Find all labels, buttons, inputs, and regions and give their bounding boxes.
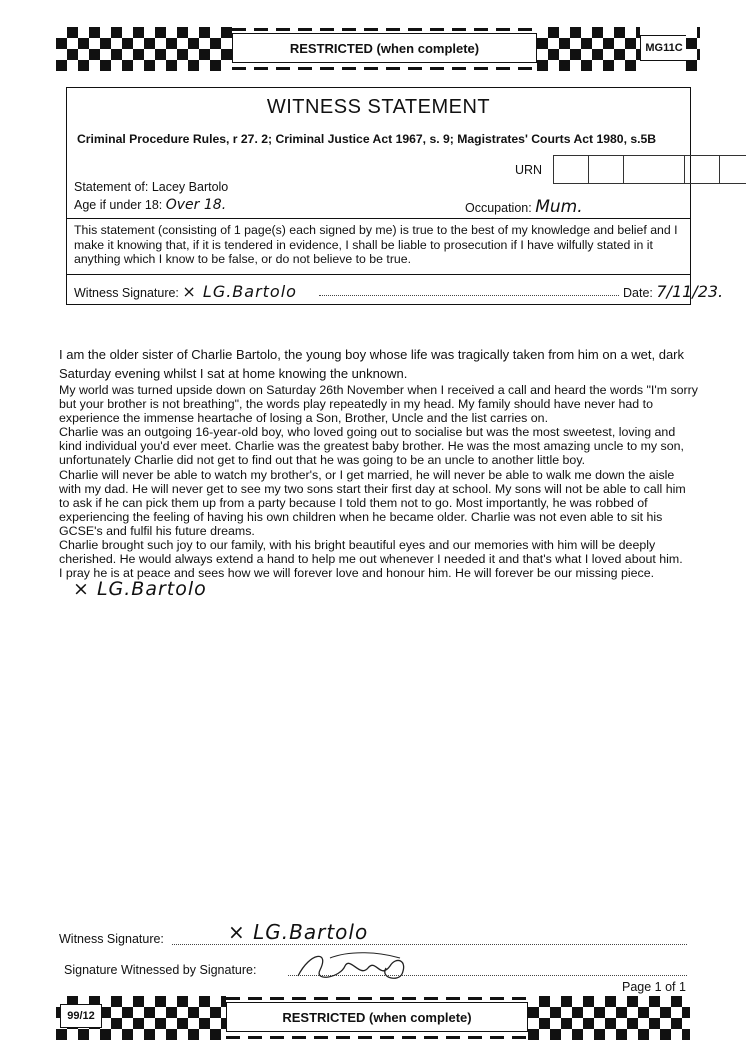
statement-signature: × LG.Bartolo [73, 578, 207, 601]
statement-paragraph: Charlie brought such joy to our family, with his bright beautiful eyes and our memories with him will be deeply cherished. He would always extend a hand to help me out whenever I needed it and that's what I loved about him. [59, 538, 683, 567]
footer-witness-signature: × LG.Bartolo [228, 920, 369, 944]
dotted-line [319, 295, 619, 296]
urn-field[interactable] [553, 155, 746, 184]
date-value: 7/11/23. [656, 282, 724, 301]
statement-paragraph: I pray he is at peace and sees how we will forever love and honour him. He will forever be our missing piece. [59, 566, 655, 581]
witness-signature-label: Witness Signature: [74, 286, 179, 300]
occupation-label: Occupation: [465, 201, 532, 215]
statement-paragraph: Charlie will never be able to watch my brother's, or I get married, he will never be able to walk me down the aisle with my dad. He will never get to see my two sons start their first day at school. My sons will not be able to call him to ask if he can pick them up from a party because I told them not to go. Most importantly, he was robbed of experiencing the feeling of having his own children when he became older. Charlie was not even able to sit his GCSE's and fulfil his future dreams. [59, 467, 686, 538]
dash-stripe [232, 67, 537, 70]
checker-pattern [686, 27, 700, 71]
statement-of: Statement of: Lacey Bartolo [74, 180, 229, 194]
age-label: Age if under 18: [74, 198, 163, 212]
statement-paragraph: My world was turned upside down on Saturday 26th November when I received a call and heard the words "I'm sorry but your brother is not breathing", the words play repeatedly in my head. My family should have never had to experience the immense heartache of losing a Son, Brother, Uncle and the list carries on. [59, 383, 699, 426]
dotted-line [172, 944, 687, 945]
age-value: Over 18. [165, 197, 227, 213]
form-title: WITNESS STATEMENT [266, 96, 491, 118]
occupation-value: Mum. [535, 197, 583, 217]
footer-witness-signature-label: Witness Signature: [59, 932, 164, 946]
statement-paragraph: I am the older sister of Charlie Bartolo, the young boy whose life was tragically taken from him on a wet, dark Saturday evening whilst I sat at home knowing the unknown. [59, 347, 685, 381]
witness-signature: × LG.Bartolo [182, 282, 297, 301]
statement-paragraph: Charlie was an outgoing 16-year-old boy, who loved going out to socialise but was the most sweetest, loving and kind individual you'd ever meet. Charlie was the greatest baby brother. He was the most amazing uncle to my son, unfortunately Charlie did not get to find out that he was going to be an uncle to another little boy. [59, 425, 684, 468]
witnessed-by-label: Signature Witnessed by Signature: [64, 963, 257, 977]
divider [67, 274, 690, 275]
occupation-field [465, 197, 583, 217]
declaration-text: This statement (consisting of 1 page(s) each signed by me) is true to the best of my knowledge and belief and I make it knowing that, if it is tendered in evidence, I shall be liable to prosecution if I have wilfully stated in it anything which I know to be false, or do not believe to be true. [74, 223, 678, 266]
dash-stripe [232, 28, 537, 31]
restricted-label-bottom: RESTRICTED (when complete) [226, 1002, 528, 1032]
witness-officer-signature [290, 948, 420, 984]
legal-rules: Criminal Procedure Rules, r 27. 2; Criminal Justice Act 1967, s. 9; Magistrates' Courts Act 1980, s.5B [77, 132, 657, 146]
divider [67, 218, 690, 219]
dash-stripe [226, 997, 528, 1000]
urn-label: URN [515, 163, 543, 177]
statement-header-form [66, 87, 724, 305]
checker-pattern [537, 27, 640, 71]
page-number: Page 1 of 1 [622, 980, 686, 994]
witness-signature-row [74, 282, 297, 301]
restricted-label-top: RESTRICTED (when complete) [232, 33, 537, 63]
date-label: Date: [623, 286, 653, 300]
form-ref: 99/12 [60, 1004, 102, 1028]
date-row [623, 282, 723, 301]
form-code: MG11C [640, 35, 688, 61]
statement-body [59, 345, 699, 601]
checker-pattern [56, 27, 232, 71]
dash-stripe [226, 1036, 528, 1039]
age-field [74, 197, 226, 213]
checker-pattern [528, 996, 690, 1040]
